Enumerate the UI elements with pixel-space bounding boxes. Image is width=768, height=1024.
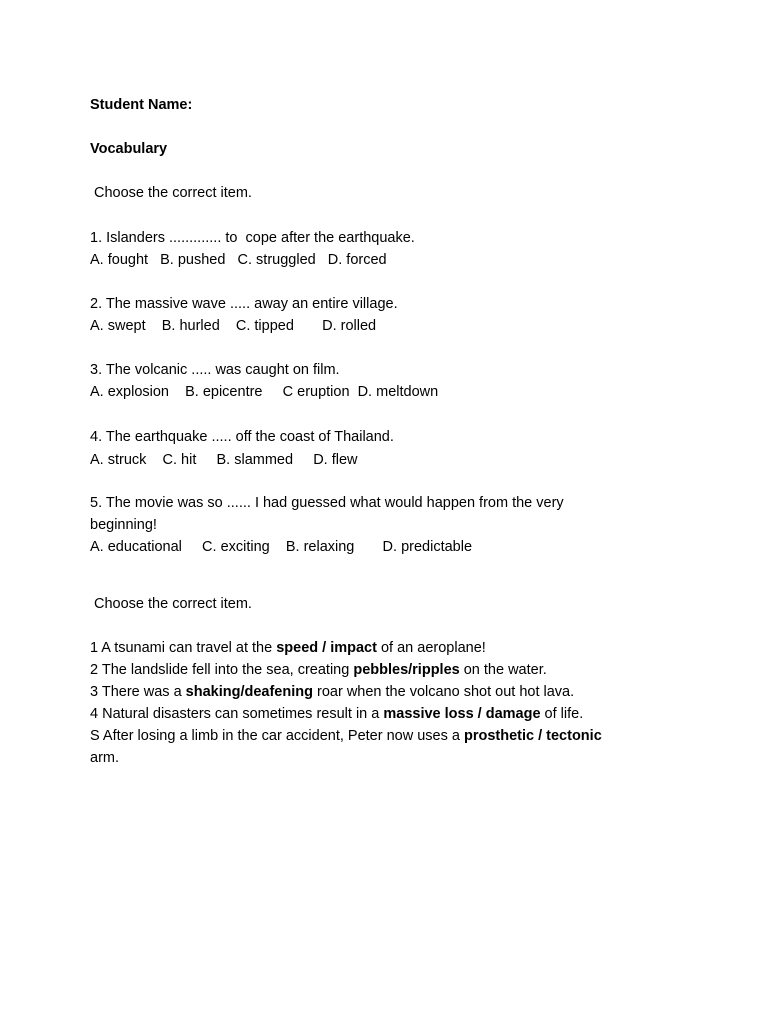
sentence-item bbox=[90, 727, 602, 745]
item-text: roar when the volcano shot out hot lava. bbox=[312, 684, 575, 700]
sentence-item bbox=[90, 705, 583, 723]
student-name-label: Student Name: bbox=[90, 97, 193, 113]
item-choice: massive loss / damage bbox=[383, 706, 541, 722]
item-number: 1 bbox=[90, 640, 99, 656]
question-2-stem: 2. The massive wave ..... away an entire village. bbox=[90, 296, 398, 312]
item-number: 3 bbox=[90, 684, 99, 700]
item-number: 4 bbox=[90, 706, 99, 722]
item-text: of life. bbox=[540, 706, 584, 722]
question-2-options: A. swept B. hurled C. tipped D. rolled bbox=[90, 318, 377, 334]
question-1-options: A. fought B. pushed C. struggled D. forced bbox=[90, 252, 387, 268]
item-choice: pebbles/ripples bbox=[353, 662, 460, 678]
part2-instruction: Choose the correct item. bbox=[94, 596, 252, 612]
sentence-item bbox=[90, 661, 547, 679]
question-1-stem: 1. Islanders ............. to cope after the earthquake. bbox=[90, 230, 415, 246]
item-number: 2 bbox=[90, 662, 99, 678]
sentence-item bbox=[90, 683, 574, 701]
question-5-stem: 5. The movie was so ...... I had guessed what would happen from the very bbox=[90, 495, 564, 511]
question-3-stem: 3. The volcanic ..... was caught on film. bbox=[90, 362, 340, 378]
item-text: The landslide fell into the sea, creating bbox=[98, 662, 354, 678]
item-text: There was a bbox=[98, 684, 186, 700]
question-3-options: A. explosion B. epicentre C eruption D. meltdown bbox=[90, 384, 439, 400]
item-text: on the water. bbox=[459, 662, 547, 678]
item-text: Natural disasters can sometimes result in a bbox=[98, 706, 384, 722]
item-number: S bbox=[90, 728, 100, 744]
question-4-options: A. struck C. hit B. slammed D. flew bbox=[90, 452, 358, 468]
item-choice: shaking/deafening bbox=[185, 684, 313, 700]
question-4-stem: 4. The earthquake ..... off the coast of Thailand. bbox=[90, 429, 394, 445]
sentence-item bbox=[90, 639, 486, 657]
question-5-options: A. educational C. exciting B. relaxing D. predictable bbox=[90, 539, 473, 555]
item-text: A tsunami can travel at the bbox=[98, 640, 277, 656]
item-choice: prosthetic / tectonic bbox=[463, 728, 602, 744]
item-choice: speed / impact bbox=[276, 640, 377, 656]
item-text: After losing a limb in the car accident, Peter now uses a bbox=[99, 728, 464, 744]
part1-instruction: Choose the correct item. bbox=[94, 185, 252, 201]
question-5-stem-continued: beginning! bbox=[90, 517, 157, 533]
item-text: of an aeroplane! bbox=[376, 640, 486, 656]
section-title: Vocabulary bbox=[90, 141, 168, 157]
sentence-item-continued: arm. bbox=[90, 750, 119, 766]
